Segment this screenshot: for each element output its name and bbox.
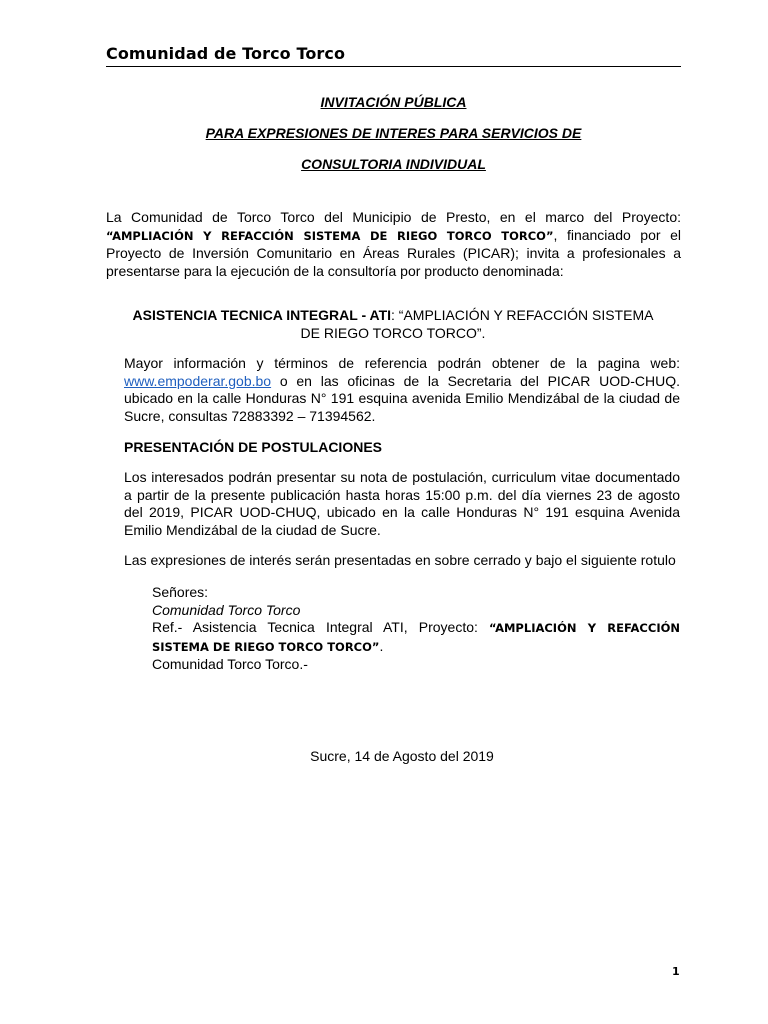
title-line-1: INVITACIÓN PÚBLICA <box>320 94 467 110</box>
ref-project-bold: “AMPLIACIÓN Y REFACCIÓN SISTEMA DE RIEGO TORCO TORCO” <box>152 621 680 654</box>
page-number: 1 <box>672 965 680 978</box>
address-block <box>152 584 680 674</box>
ati-heading: ASISTENCIA TECNICA INTEGRAL - ATI <box>132 307 392 323</box>
document-titles <box>106 94 681 173</box>
intro-paragraph <box>106 209 681 280</box>
website-link[interactable]: www.empoderar.gob.bo <box>124 372 272 389</box>
address-senores: Señores: <box>152 584 209 600</box>
ref-end: . <box>379 637 384 654</box>
rotulo-paragraph: Las expresiones de interés serán presentadas en sobre cerrado y bajo el siguiente rotulo <box>124 552 676 568</box>
info-text-1: Mayor información y términos de referencia podrán obtener de la pagina web: <box>124 355 680 371</box>
project-name-bold: “AMPLIACIÓN Y REFACCIÓN SISTEMA DE RIEGO TORCO TORCO” <box>106 228 554 243</box>
ref-text: Ref.- Asistencia Tecnica Integral ATI, Proyecto: <box>152 619 490 635</box>
info-text-2: o en las oficinas de la Secretaria del PICAR UOD-CHUQ. ubicado en la calle Honduras N° 191 esquina avenida Emilio Mendizábal de la ciudad de Sucre, consultas 72883392 – 71394562. <box>124 372 680 424</box>
info-paragraph <box>124 355 680 425</box>
address-ref <box>152 619 680 656</box>
intro-text-2: , financiado por el Proyecto de Inversión Comunitario en Áreas Rurales (PICAR); invita a profesionales a presentarse para la ejecución de la consultoría por producto denominada: <box>106 226 681 279</box>
presentation-paragraph: Los interesados podrán presentar su nota de postulación, curriculum vitae documentado a partir de la presente publicación hasta horas 15:00 p.m. del día viernes 23 de agosto del 2019, PICAR UOD-CHUQ, ubicado en la calle Honduras N° 191 esquina Avenida Emilio Mendizábal de la ciudad de Sucre. <box>124 469 680 538</box>
ati-paragraph <box>122 306 664 342</box>
ati-description: : “AMPLIACIÓN Y REFACCIÓN SISTEMA DE RIEGO TORCO TORCO”. <box>300 307 654 341</box>
title-line-3: CONSULTORIA INDIVIDUAL <box>301 156 486 172</box>
document-date: Sucre, 14 de Agosto del 2019 <box>310 748 494 764</box>
presentation-heading: PRESENTACIÓN DE POSTULACIONES <box>124 439 382 455</box>
header-title: Comunidad de Torco Torco <box>106 44 346 63</box>
intro-text-1: La Comunidad de Torco Torco del Municipio de Presto, en el marco del Proyecto: <box>106 209 681 225</box>
address-comunidad: Comunidad Torco Torco <box>152 601 301 618</box>
page-header <box>106 44 681 67</box>
title-line-2: PARA EXPRESIONES DE INTERES PARA SERVICIOS DE <box>205 125 582 141</box>
address-comunidad-end: Comunidad Torco Torco.- <box>152 656 308 672</box>
